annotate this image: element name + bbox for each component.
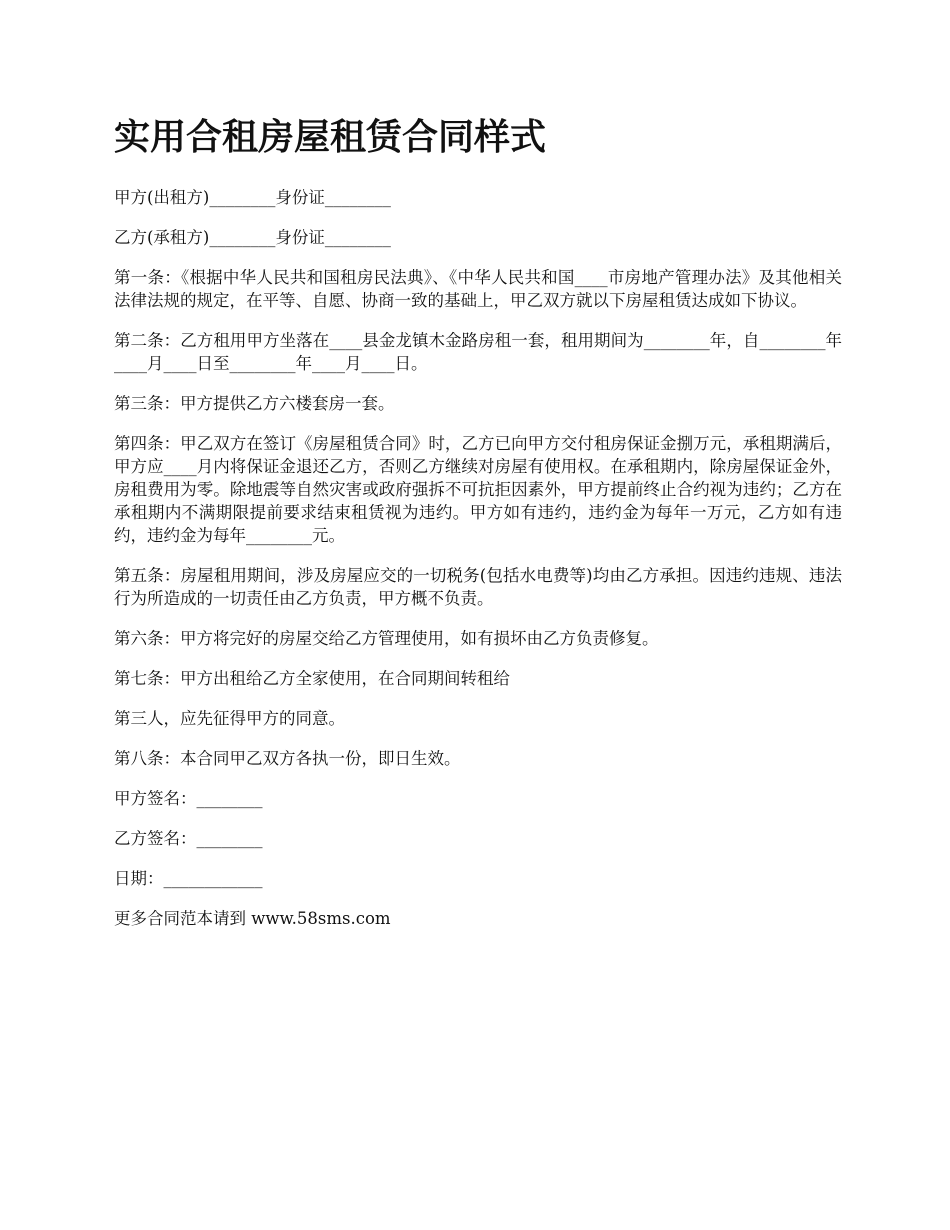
clause-5: 第五条：房屋租用期间，涉及房屋应交的一切税务(包括水电费等)均由乙方承担。因违约违规、违法行为所造成的一切责任由乙方负责，甲方概不负责。 xyxy=(114,566,842,608)
clause-8: 第八条：本合同甲乙双方各执一份，即日生效。 xyxy=(114,749,461,768)
party-a-line: 甲方(出租方)________身份证________ xyxy=(114,188,391,207)
clause-3: 第三条：甲方提供乙方六楼套房一套。 xyxy=(114,394,395,413)
clause-6: 第六条：甲方将完好的房屋交给乙方管理使用，如有损坏由乙方负责修复。 xyxy=(114,629,659,648)
signature-party-a: 甲方签名：________ xyxy=(114,789,263,808)
footer-link-text: 更多合同范本请到 www.58sms.com xyxy=(114,909,391,928)
clause-7: 第七条：甲方出租给乙方全家使用，在合同期间转租给 xyxy=(114,669,510,688)
document-title: 实用合租房屋租赁合同样式 xyxy=(114,116,547,158)
party-b-line: 乙方(承租方)________身份证________ xyxy=(114,228,391,247)
clause-2: 第二条：乙方租用甲方坐落在____县金龙镇木金路房租一套，租用期间为________年，自________年____月____日至________年____月____日。 xyxy=(114,331,842,373)
signature-party-b: 乙方签名：________ xyxy=(114,829,263,848)
date-line: 日期：____________ xyxy=(114,869,263,888)
clause-7-continued: 第三人，应先征得甲方的同意。 xyxy=(114,709,345,728)
clause-1: 第一条：《根据中华人民共和国租房民法典》、《中华人民共和国____市房地产管理办法》及其他相关法律法规的规定，在平等、自愿、协商一致的基础上，甲乙双方就以下房屋租赁达成如下协议。 xyxy=(114,268,842,310)
document-page xyxy=(114,112,842,947)
clause-4: 第四条：甲乙双方在签订《房屋租赁合同》时，乙方已向甲方交付租房保证金捌万元，承租期满后，甲方应____月内将保证金退还乙方，否则乙方继续对房屋有使用权。在承租期内，除房屋保证金外，房租费用为零。除地震等自然灾害或政府强拆不可抗拒因素外，甲方提前终止合约视为违约；乙方在承租期内不满期限提前要求结束租赁视为违约。甲方如有违约，违约金为每年一万元，乙方如有违约，违约金为每年________元。 xyxy=(114,434,842,545)
